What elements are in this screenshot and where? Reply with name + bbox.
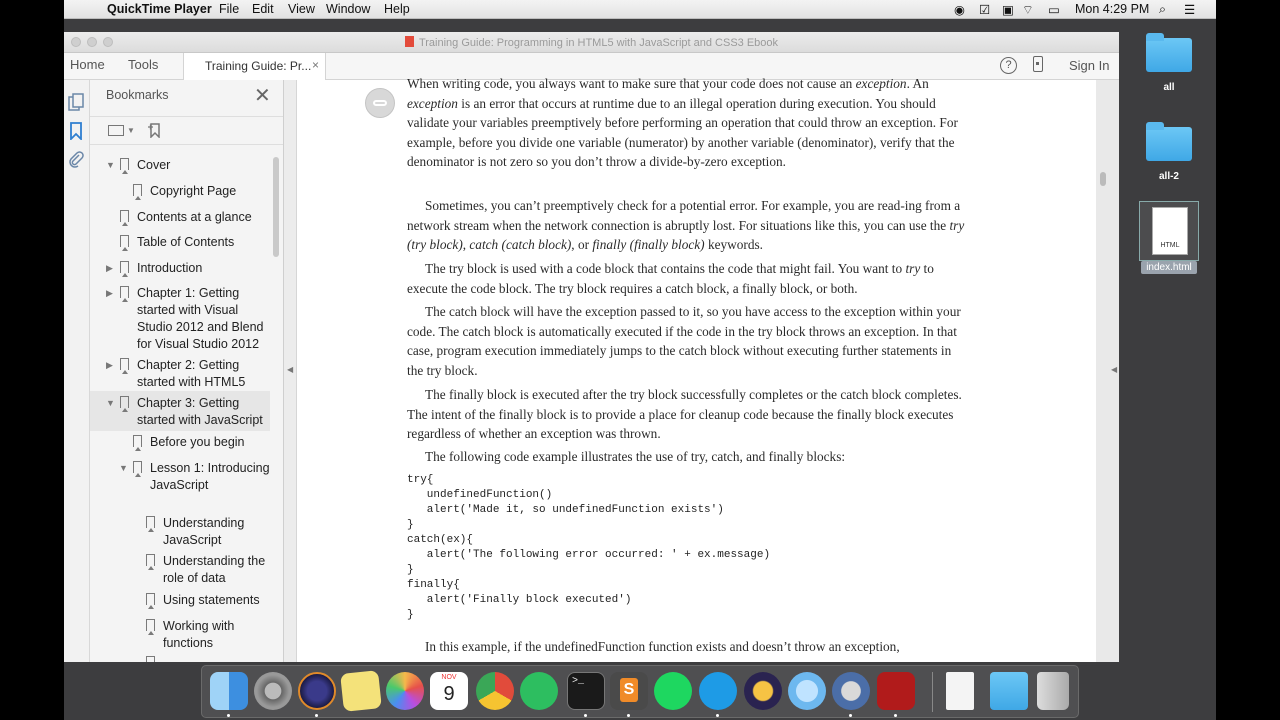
bookmark-icon [120, 396, 129, 408]
photos-icon[interactable] [386, 672, 424, 710]
chevron-down-icon[interactable]: ▼ [127, 126, 135, 135]
desktop-file-index-html[interactable] [1139, 201, 1199, 261]
collapse-icon[interactable]: ▼ [106, 398, 115, 408]
calendar-icon[interactable]: NOV 9 [430, 672, 468, 710]
panel-splitter[interactable] [284, 80, 297, 662]
running-indicator [849, 714, 852, 717]
file-label[interactable]: index.html [1141, 261, 1197, 274]
bookmarks-icon[interactable] [68, 122, 84, 140]
document-page [297, 76, 1096, 662]
spotlight-search-icon[interactable]: ⌕ [1159, 2, 1167, 16]
chrome-icon[interactable] [476, 672, 514, 710]
bookmark-icon [146, 656, 155, 662]
bookmark-copyright[interactable]: Copyright Page [150, 184, 237, 198]
bookmark-chapter-2[interactable]: Chapter 2: Getting started with HTML5 [137, 358, 246, 389]
folder-label: all-2 [1158, 171, 1179, 182]
expand-icon[interactable]: ▶ [106, 288, 113, 298]
running-indicator [894, 714, 897, 717]
sign-in-button[interactable]: Sign In [1069, 58, 1110, 73]
running-indicator [627, 714, 630, 717]
document-tab-label: Training Guide: Pr... [205, 59, 312, 73]
audacity-icon[interactable] [744, 672, 782, 710]
cast-icon[interactable]: ▣ [1002, 3, 1014, 17]
running-indicator [227, 714, 230, 717]
running-indicator [315, 714, 318, 717]
document-scrollbar[interactable] [1100, 172, 1106, 186]
paragraph-exception: When writing code, you always want to make sure that your code does not cause an exception. An exception is an error that occurs at runtime due to an illegal operation during execution. You should validate your variables preemptively before performing an operation that could throw an exception. For example, before you divide one variable (numerator) by another variable (denominator), verify that the denominator is not zero so you don’t throw a divide-by-zero exception. [407, 76, 958, 169]
menu-help[interactable]: Help [384, 2, 410, 16]
navigation-rail [64, 80, 90, 662]
add-bookmark-icon[interactable] [148, 122, 162, 138]
tab-home[interactable]: Home [70, 57, 105, 72]
running-indicator [716, 714, 719, 717]
title-bar [64, 32, 1119, 53]
stickies-icon[interactable] [340, 670, 382, 712]
skype-icon[interactable] [699, 672, 737, 710]
menu-window[interactable]: Window [326, 2, 371, 16]
wifi-icon[interactable]: ⌔ [1022, 3, 1034, 17]
status-icon[interactable]: ☑ [979, 3, 991, 17]
close-panel-icon[interactable]: ✕ [254, 85, 271, 107]
app-menu[interactable]: QuickTime Player [107, 2, 212, 16]
bookmark-chapter-1[interactable]: Chapter 1: Getting started with Visual Studio 2012 and Blend for Visual Studio 2012 [137, 286, 264, 351]
attachments-icon[interactable] [68, 150, 84, 168]
bookmark-icon [120, 210, 129, 222]
bookmarks-scrollbar[interactable] [273, 157, 279, 257]
collapse-left-icon[interactable]: ◀ [287, 365, 294, 374]
menu-file[interactable]: File [219, 2, 240, 16]
bookmark-toc[interactable]: Table of Contents [137, 235, 235, 249]
collapse-icon[interactable]: ▼ [106, 160, 115, 170]
collapse-right-icon[interactable]: ◀ [1111, 365, 1118, 374]
bookmark-icon [133, 435, 142, 447]
messages-icon[interactable] [788, 672, 826, 710]
bookmark-working-functions[interactable]: Working with functions [163, 619, 235, 650]
acrobat-window [64, 32, 1119, 662]
bookmark-icon [120, 235, 129, 247]
folder-icon [1146, 127, 1192, 161]
acrobat-reader-icon[interactable] [877, 672, 915, 710]
folder-icon [1146, 38, 1192, 72]
pdf-icon [405, 36, 414, 47]
bookmark-icon [146, 619, 155, 631]
window-title: Training Guide: Programming in HTML5 with JavaScript and CSS3 Ebook [64, 36, 1119, 49]
quicktime-icon[interactable] [832, 672, 870, 710]
bookmark-cover[interactable]: Cover [137, 158, 171, 172]
menu-bar [64, 0, 1216, 19]
bookmark-icon [146, 554, 155, 566]
record-icon[interactable]: ◉ [954, 3, 965, 17]
dock-separator [932, 672, 933, 712]
folder-label: all [1163, 82, 1175, 93]
paragraph-finally-block: The finally block is executed after the try block successfully completes or the catch block completes. The intent of the finally block is to provide a place for cleanup code because the finally block executes regardless of whether an exception was thrown. [407, 387, 962, 441]
panel-title: Bookmarks [106, 88, 169, 102]
tab-tools[interactable]: Tools [128, 57, 159, 72]
bookmark-role-of-data[interactable]: Understanding the role of data [163, 554, 266, 585]
running-indicator [584, 714, 587, 717]
paragraph-code-intro: The following code example illustrates the use of try, catch, and finally blocks: [425, 449, 846, 464]
battery-icon[interactable]: ▭ [1048, 3, 1060, 17]
bookmark-icon [120, 261, 129, 273]
bookmark-icon [146, 516, 155, 528]
desktop-folder-all[interactable] [1140, 36, 1198, 96]
menu-edit[interactable]: Edit [252, 2, 274, 16]
desktop-folder-all-2[interactable] [1140, 125, 1198, 185]
paragraph-example-explanation: In this example, if the undefinedFunction function exists and doesn’t throw an exception, [425, 639, 900, 654]
paragraph-catch-block: The catch block will have the exception passed to it, so you have access to the exception within your code. The catch block is automatically executed if the code in the try block throws an exception. In that case, program execution immediately jumps to the catch block without executing further statements in the try block. [407, 304, 961, 378]
paragraph-try-block: The try block is used with a code block that contains the code that might fail. You want to try to execute the code block. The try block requires a catch block, a finally block, or both. [407, 261, 934, 296]
page-thumbnails-icon[interactable] [68, 93, 84, 111]
document-stack-icon[interactable] [946, 672, 974, 710]
bookmark-icon [120, 158, 129, 170]
terminal-icon[interactable]: >_ [567, 672, 605, 710]
system-preferences-icon[interactable] [254, 672, 292, 710]
collapse-icon[interactable]: ▼ [119, 463, 128, 473]
trash-icon[interactable] [1037, 672, 1069, 710]
bookmark-icon [133, 184, 142, 196]
clock[interactable]: Mon 4:29 PM [1075, 2, 1150, 16]
bookmark-icon [120, 358, 129, 370]
expand-icon[interactable]: ▶ [106, 360, 113, 370]
bookmark-icon [146, 593, 155, 605]
bookmark-understanding-js[interactable]: Understanding JavaScript [163, 516, 245, 547]
bookmarks-toolbar [90, 116, 283, 145]
notification-center-icon[interactable]: ☰ [1184, 3, 1196, 17]
expand-icon[interactable]: ▶ [106, 263, 113, 273]
document-view [297, 76, 1119, 662]
bookmarks-panel [90, 80, 284, 662]
document-tab[interactable] [183, 53, 326, 80]
bookmark-icon [120, 286, 129, 298]
sublime-text-icon[interactable]: S [610, 672, 648, 710]
code-example: try{ undefinedFunction() alert('Made it, so undefinedFunction exists') } catch(ex){ alert('The following error occurred: ' + ex.message) } finally{ alert('Finally block executed') } [407, 474, 771, 621]
eclipse-icon[interactable] [298, 672, 336, 710]
bookmark-lesson-1[interactable]: Lesson 1: Introducing JavaScript [150, 461, 270, 492]
bookmark-introduction[interactable]: Introduction [137, 261, 203, 275]
bookmark-contents-glance[interactable]: Contents at a glance [137, 210, 252, 224]
spotify-icon[interactable] [654, 672, 692, 710]
downloads-folder-icon[interactable] [990, 672, 1028, 710]
close-tab-icon[interactable]: × [311, 58, 319, 72]
help-icon[interactable]: ? [1000, 57, 1017, 74]
html-file-icon: HTML [1152, 207, 1188, 255]
bookmark-chapter-3[interactable]: Chapter 3: Getting started with JavaScript [137, 396, 263, 427]
evernote-icon[interactable] [520, 672, 558, 710]
options-menu-icon[interactable] [108, 125, 124, 136]
menu-view[interactable]: View [288, 2, 315, 16]
dock [201, 665, 1079, 718]
key-callout-icon [365, 88, 395, 118]
paragraph-try-catch-finally: Sometimes, you can’t preemptively check for a potential error. For example, you are read-ing from a network stream when the network connection is abruptly lost. For situations like this, you can use the try (try block), catch (catch block), or finally (finally block) keywords. [407, 198, 965, 252]
bookmark-icon [133, 461, 142, 473]
finder-icon[interactable] [210, 672, 248, 710]
bookmark-before-you-begin[interactable]: Before you begin [150, 435, 245, 449]
bookmark-using-statements[interactable]: Using statements [163, 593, 260, 607]
mobile-link-icon[interactable] [1033, 56, 1043, 72]
